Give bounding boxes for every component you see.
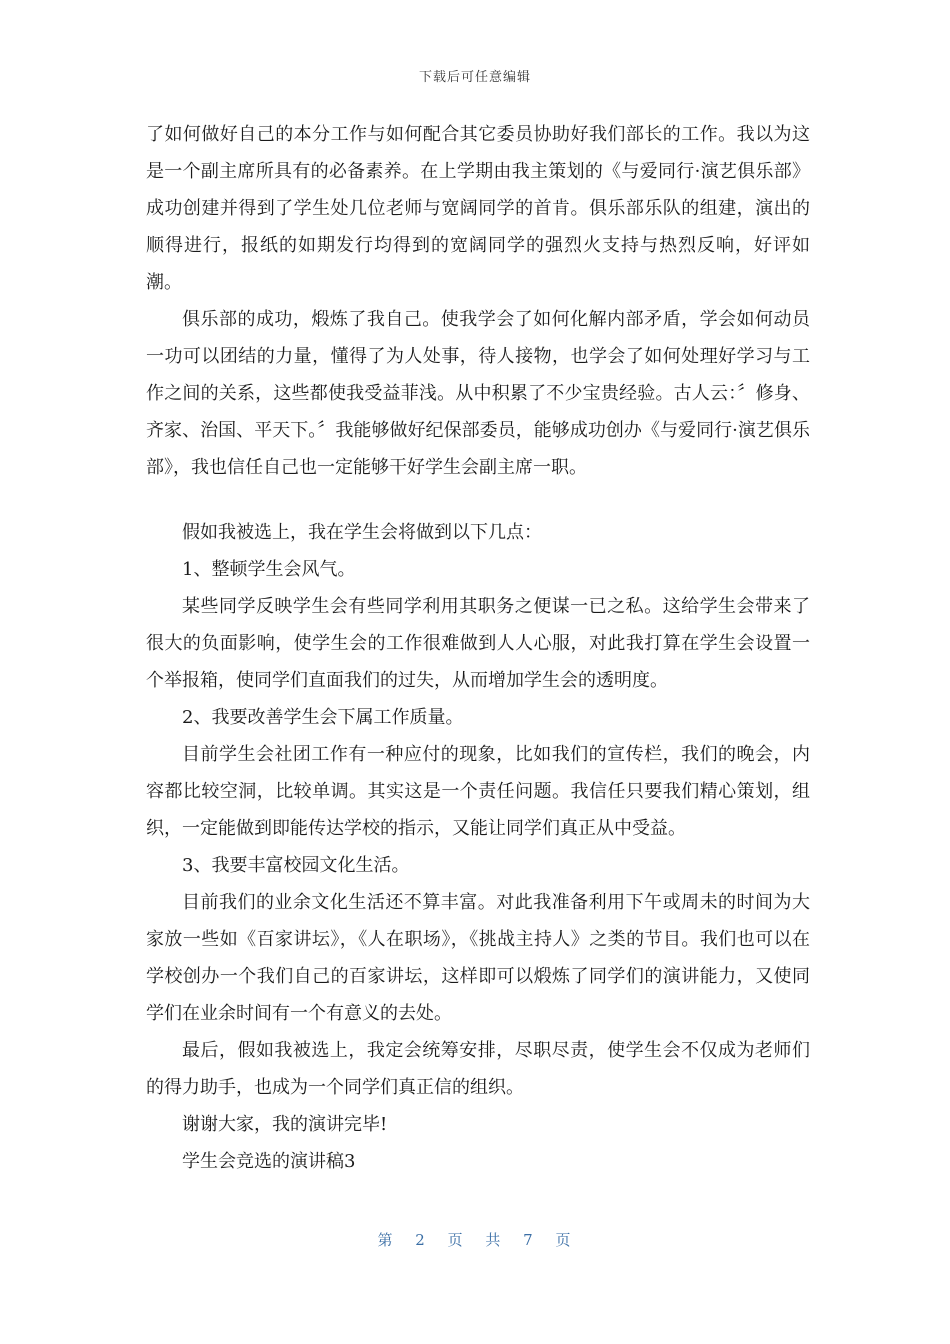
section-title-speech-3: 学生会竞选的演讲稿3 xyxy=(182,1151,356,1172)
paragraph-thanks: 谢谢大家，我的演讲完毕! xyxy=(182,1114,388,1135)
paragraph-item-3: 目前我们的业余文化生活还不算丰富。对此我准备利用下午或周未的时间为大家放一些如《百家讲坛》，《人在职场》，《挑战主持人》之类的节目。我们也可以在学校创办一个我们自己的百家讲坛，这样即可以煅炼了同学们的演讲能力，又使同学们在业余时间有一个有意义的去处。 xyxy=(146,892,810,1024)
list-item-3-heading: 3、我要丰富校园文化生活。 xyxy=(182,855,410,876)
paragraph-gap xyxy=(146,486,810,514)
paragraph-item-2: 目前学生会社团工作有一种应付的现象，比如我们的宣传栏，我们的晚会，内容都比较空洞，比较单调。其实这是一个责任问题。我信任只要我们精心策划，组织，一定能做到即能传达学校的指示，又能让同学们真正从中受益。 xyxy=(146,744,810,839)
paragraph-club-success: 俱乐部的成功，煅炼了我自己。使我学会了如何化解内部矛盾，学会如何动员一功可以团结的力量，懂得了为人处事，待人接物，也学会了如何处理好学习与工作之间的关系，这些都使我受益菲浅。从中积累了不少宝贵经验。古人云：〞修身、齐家、治国、平天下。〞我能够做好纪保部委员，能够成功创办《与爱同行·演艺俱乐部》，我也信任自己也一定能够干好学生会副主席一职。 xyxy=(146,309,810,478)
page-footer: 第 2 页 共 7 页 xyxy=(377,1231,573,1249)
paragraph-club-achievements: 了如何做好自己的本分工作与如何配合其它委员协助好我们部长的工作。我以为这是一个副主席所具有的必备素养。在上学期由我主策划的《与爱同行·演艺俱乐部》成功创建并得到了学生处几位老师与宽阔同学的首肯。俱乐部乐队的组建，演出的顺得进行，报纸的如期发行均得到的宽阔同学的强烈火支持与热烈反响，好评如潮。 xyxy=(146,124,810,293)
paragraph-conclusion: 最后，假如我被选上，我定会统筹安排，尽职尽责，使学生会不仅成为老师们的得力助手，也成为一个同学们真正信的组织。 xyxy=(146,1040,810,1098)
page-header: 下载后可任意编辑 xyxy=(418,70,531,85)
list-item-1-heading: 1、整顿学生会风气。 xyxy=(182,559,356,580)
paragraph-plan-intro: 假如我被选上，我在学生会将做到以下几点： xyxy=(182,522,542,543)
paragraph-item-1: 某些同学反映学生会有些同学利用其职务之便谋一已之私。这给学生会带来了很大的负面影响，使学生会的工作很难做到人人心服，对此我打算在学生会设置一个举报箱，使同学们直面我们的过失，从而增加学生会的透明度。 xyxy=(146,596,810,691)
document-body xyxy=(146,116,810,1180)
list-item-2-heading: 2、我要改善学生会下属工作质量。 xyxy=(182,707,464,728)
